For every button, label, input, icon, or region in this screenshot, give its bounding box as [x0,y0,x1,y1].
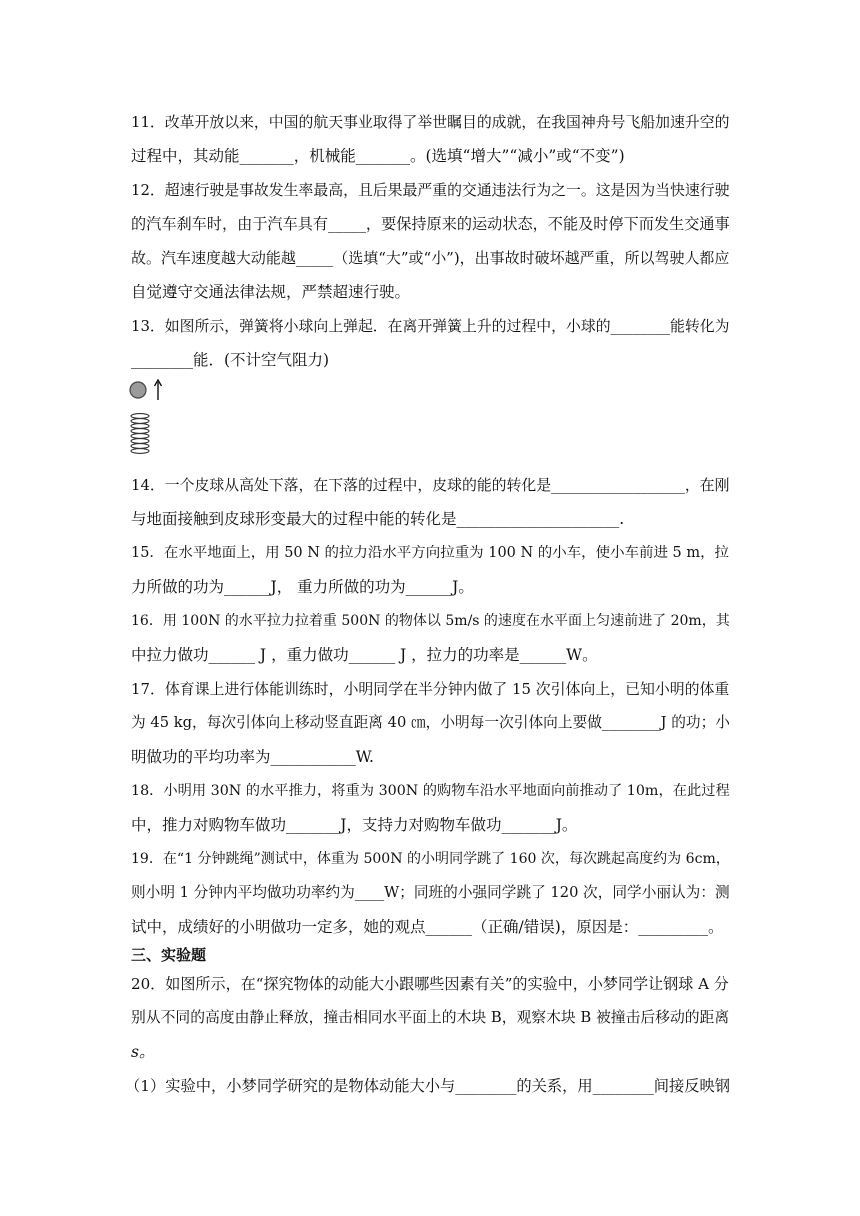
q18-line-2: 中，推力对购物车做功_______J，支持力对购物车做功_______J。 [131,816,578,834]
q20-part1-line: （1）实验中，小梦同学研究的是物体动能大小与________的关系，用________间接反映钢 [125,1077,731,1095]
q19-line-1: 19．在“1 分钟跳绳”测试中，体重为 500N 的小明同学跳了 160 次，每次跳起高度约为 6cm， [131,851,730,867]
q11-line-1: 11．改革开放以来，中国的航天事业取得了举世瞩目的成就，在我国神舟号飞船加速升空的 [131,113,730,131]
q19-line-3: 试中，成绩好的小明做功一定多，她的观点______（正确/错误)，原因是：_________。 [131,918,724,936]
spring-ball-figure [128,378,168,460]
q11-line-2: 过程中，其动能_______，机械能_______。(选填“增大”“减小”或“不变”) [131,147,625,165]
q12-line-4: 自觉遵守交通法律法规，严禁超速行驶。 [131,283,411,301]
q12-line-1: 12．超速行驶是事故发生率最高，且后果最严重的交通违法行为之一。这是因为当快速行驶 [131,181,730,199]
q20-line-1: 20．如图所示，在“探究物体的动能大小跟哪些因素有关”的实验中，小梦同学让钢球 A 分 [131,975,729,993]
q14-line-2: 与地面接触到皮球形变最大的过程中能的转化是_____________________. [131,510,625,528]
q17-line-3: 明做功的平均功率为___________W. [131,748,374,766]
q15-line-1: 15．在水平地面上，用 50 N 的拉力沿水平方向拉重为 100 N 的小车，使小车前进 5 m，拉 [131,545,730,561]
q13-line-1: 13．如图所示，弹簧将小球向上弹起．在离开弹簧上升的过程中，小球的________能转化为 [131,317,730,335]
q17-line-1: 17．体育课上进行体能训练时，小明同学在半分钟内做了 15 次引体向上，已知小明的体重 [131,680,730,698]
q13-line-2: ________能．(不计空气阻力) [131,351,330,369]
q14-line-1: 14．一个皮球从高处下落，在下落的过程中，皮球的能的转化是__________________，在刚 [131,476,730,494]
section-title-experiment: 三、实验题 [131,946,207,964]
q16-line-2: 中拉力做功______ J ，重力做功______ J ，拉力的功率是______W。 [131,646,598,664]
q17-line-2: 为 45 kg，每次引体向上移动竖直距离 40 ㎝，小明每一次引体向上要做________J 的功；小 [131,714,730,731]
q12-line-2: 的汽车刹车时，由于汽车具有_____，要保持原来的运动状态，不能及时停下而发生交通事 [131,215,730,233]
q19-line-2: 则小明 1 分钟内平均做功功率约为____W；同班的小强同学跳了 120 次，同学小丽认为：测 [131,884,730,901]
spring-icon [131,414,149,454]
q15-line-2: 力所做的功为______J， 重力所做的功为______J。 [131,578,474,596]
q20-line-3: s。 [131,1043,155,1061]
ball-icon [130,382,146,398]
q12-line-3: 故。汽车速度越大动能越_____（选填“大”或“小”)，出事故时破坏越严重，所以驾驶人都应 [131,249,730,267]
q18-line-1: 18．小明用 30N 的水平推力，将重为 300N 的购物车沿水平地面向前推动了 10m，在此过程 [131,783,730,799]
q16-line-1: 16．用 100N 的水平拉力拉着重 500N 的物体以 5m/s 的速度在水平面上匀速前进了 20m，其 [131,613,730,629]
up-arrow-icon [155,380,162,400]
q20-line-2: 别从不同的高度由静止释放，撞击相同水平面上的木块 B，观察木块 B 被撞击后移动的距离 [131,1009,730,1026]
